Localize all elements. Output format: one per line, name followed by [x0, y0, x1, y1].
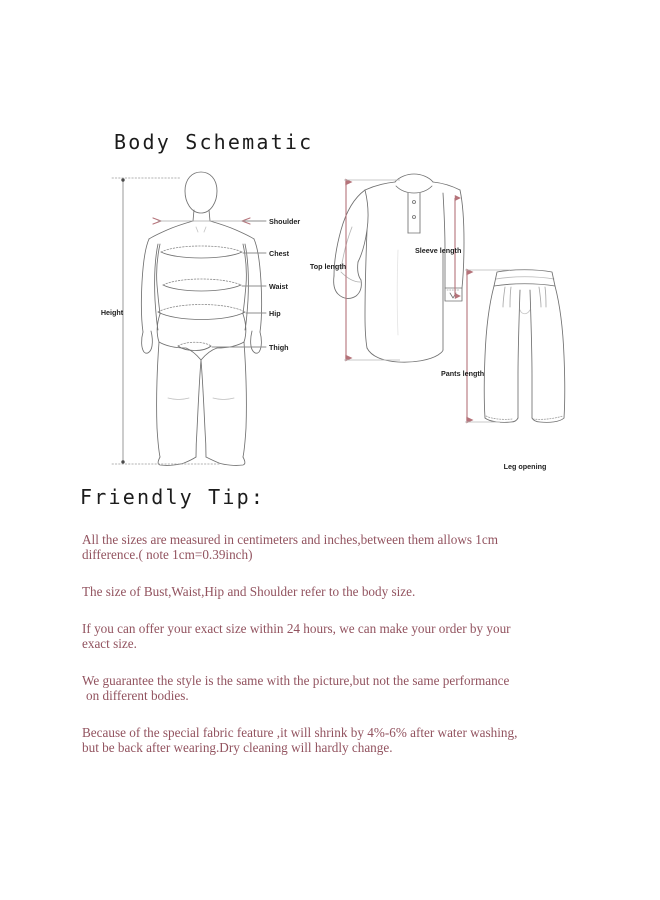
page-title: Body Schematic [114, 130, 314, 154]
body-figure-outline [141, 172, 261, 465]
tip-line: We guarantee the style is the same with the picture,but not the same performance [82, 673, 510, 688]
tip-body-size-reference [82, 584, 582, 599]
friendly-tip-heading: Friendly Tip: [80, 485, 266, 509]
tips-list [82, 532, 582, 755]
label-thigh: Thigh [269, 343, 289, 352]
label-leg-opening: Leg opening [503, 462, 547, 471]
tip-style-guarantee [82, 673, 582, 703]
tip-measurement-units [82, 532, 582, 562]
measurement-band-dots [158, 246, 245, 346]
tip-line: on different bodies. [86, 688, 189, 703]
tip-line: Because of the special fabric feature ,it will shrink by 4%-6% after water washing, [82, 725, 518, 740]
label-top-length: Top length [309, 262, 347, 271]
label-height: Height [100, 308, 124, 317]
top-length-dimension [344, 180, 400, 360]
pants-length-dimension [465, 270, 510, 422]
pants-garment-outline [484, 270, 565, 423]
tip-line: but be back after wearing.Dry cleaning will hardly change. [82, 740, 393, 755]
pants-hem-stitching [486, 416, 563, 419]
label-shoulder: Shoulder [269, 217, 301, 226]
label-waist: Waist [269, 282, 288, 291]
tip-line: exact size. [82, 636, 137, 651]
tip-line: All the sizes are measured in centimeters and inches,between them allows 1cm [82, 532, 498, 547]
tip-line: difference.( note 1cm=0.39inch) [82, 547, 253, 562]
label-hip: Hip [269, 309, 281, 318]
label-sleeve-length: Sleeve length [415, 246, 462, 255]
tip-fabric-shrinkage [82, 725, 582, 755]
top-garment-outline [334, 174, 464, 362]
tip-custom-size-window [82, 621, 582, 651]
label-chest: Chest [269, 249, 289, 258]
tip-line: If you can offer your exact size within 24 hours, we can make your order by your [82, 621, 511, 636]
schematic-diagram-group [0, 160, 660, 480]
shoulder-span-marks [153, 218, 250, 224]
label-pants-length: Pants length [441, 369, 485, 378]
tip-line: The size of Bust,Waist,Hip and Shoulder refer to the body size. [82, 584, 416, 599]
